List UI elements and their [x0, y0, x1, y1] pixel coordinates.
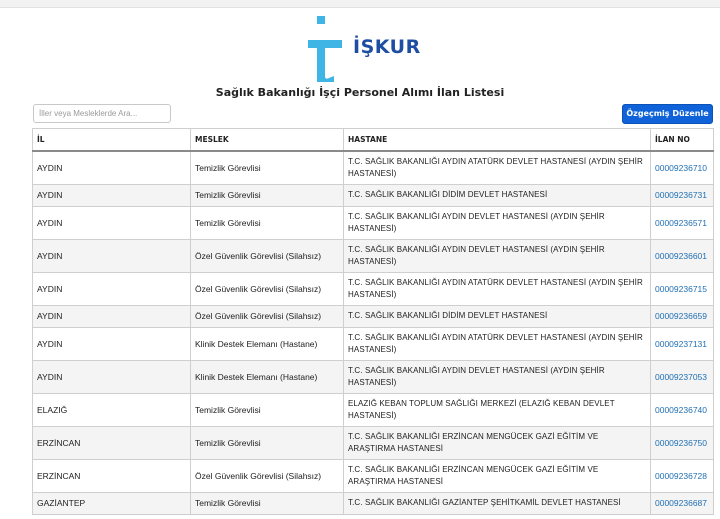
cell-meslek: Temizlik Görevlisi [191, 184, 344, 206]
ilan-no-link[interactable]: 00009236728 [655, 470, 708, 481]
cell-meslek: Temizlik Görevlisi [191, 151, 344, 184]
cell-il: ERZİNCAN [33, 459, 191, 492]
iskur-logo-icon [308, 16, 352, 82]
iskur-logo-text: İŞKUR [353, 36, 421, 58]
cell-hastane: T.C. SAĞLIK BAKANLIĞI DİDİM DEVLET HASTANESİ [344, 305, 651, 327]
cell-il: AYDIN [33, 327, 191, 360]
table-row [33, 426, 714, 459]
cell-ilan-no [651, 459, 714, 492]
cell-hastane: ELAZIĞ KEBAN TOPLUM SAĞLIĞI MERKEZİ (ELAZIĞ KEBAN DEVLET HASTANESİ) [344, 393, 651, 426]
search-input[interactable] [33, 104, 171, 123]
table-row [33, 492, 714, 514]
cell-hastane: T.C. SAĞLIK BAKANLIĞI AYDIN DEVLET HASTANESİ (AYDIN ŞEHİR HASTANESİ) [344, 206, 651, 239]
cell-hastane: T.C. SAĞLIK BAKANLIĞI ERZİNCAN MENGÜCEK GAZİ EĞİTİM VE ARAŞTIRMA HASTANESİ [344, 459, 651, 492]
column-header-ilan-no[interactable]: İLAN NO [651, 129, 714, 152]
ilan-no-link[interactable]: 00009236710 [655, 162, 708, 173]
column-header-il[interactable]: İL [33, 129, 191, 152]
cell-il: GAZİANTEP [33, 492, 191, 514]
cell-ilan-no [651, 305, 714, 327]
cell-il: ERZİNCAN [33, 426, 191, 459]
table-row [33, 206, 714, 239]
table-row [33, 327, 714, 360]
ilan-no-link[interactable]: 00009236740 [655, 404, 708, 415]
table-row [33, 239, 714, 272]
table-row [33, 184, 714, 206]
table-row [33, 151, 714, 184]
cell-il: AYDIN [33, 360, 191, 393]
cell-il: AYDIN [33, 151, 191, 184]
cell-hastane: T.C. SAĞLIK BAKANLIĞI GAZİANTEP ŞEHİTKAMİL DEVLET HASTANESİ [344, 492, 651, 514]
cell-hastane: T.C. SAĞLIK BAKANLIĞI ERZİNCAN MENGÜCEK GAZİ EĞİTİM VE ARAŞTIRMA HASTANESİ [344, 426, 651, 459]
cell-meslek: Temizlik Görevlisi [191, 426, 344, 459]
cell-meslek: Temizlik Görevlisi [191, 492, 344, 514]
cell-ilan-no [651, 327, 714, 360]
table-row [33, 272, 714, 305]
cell-ilan-no [651, 239, 714, 272]
edit-cv-button[interactable]: Özgeçmiş Düzenle [622, 104, 713, 124]
cell-meslek: Özel Güvenlik Görevlisi (Silahsız) [191, 305, 344, 327]
column-header-meslek[interactable]: MESLEK [191, 129, 344, 152]
cell-hastane: T.C. SAĞLIK BAKANLIĞI AYDIN DEVLET HASTANESİ (AYDIN ŞEHİR HASTANESİ) [344, 360, 651, 393]
page-title: Sağlık Bakanlığı İşçi Personel Alımı İlan Listesi [215, 86, 505, 99]
cell-meslek: Temizlik Görevlisi [191, 206, 344, 239]
ilan-no-link[interactable]: 00009236601 [655, 250, 708, 261]
ilan-no-link[interactable]: 00009236750 [655, 437, 708, 448]
cell-meslek: Özel Güvenlik Görevlisi (Silahsız) [191, 239, 344, 272]
cell-ilan-no [651, 184, 714, 206]
column-header-hastane[interactable]: HASTANE [344, 129, 651, 152]
ilan-no-link[interactable]: 00009236715 [655, 283, 708, 294]
cell-hastane: T.C. SAĞLIK BAKANLIĞI DİDİM DEVLET HASTANESİ [344, 184, 651, 206]
ilan-no-link[interactable]: 00009236731 [655, 190, 708, 200]
table-row [33, 393, 714, 426]
table-body [33, 151, 714, 514]
cell-hastane: T.C. SAĞLIK BAKANLIĞI AYDIN DEVLET HASTANESİ (AYDIN ŞEHİR HASTANESİ) [344, 239, 651, 272]
table-row [33, 360, 714, 393]
cell-hastane: T.C. SAĞLIK BAKANLIĞI AYDIN ATATÜRK DEVLET HASTANESİ (AYDIN ŞEHİR HASTANESİ) [344, 327, 651, 360]
cell-meslek: Temizlik Görevlisi [191, 393, 344, 426]
ilan-no-link[interactable]: 00009236687 [655, 498, 708, 508]
cell-hastane: T.C. SAĞLIK BAKANLIĞI AYDIN ATATÜRK DEVLET HASTANESİ (AYDIN ŞEHİR HASTANESİ) [344, 272, 651, 305]
iskur-logo [308, 16, 352, 82]
cell-hastane: T.C. SAĞLIK BAKANLIĞI AYDIN ATATÜRK DEVLET HASTANESİ (AYDIN ŞEHİR HASTANESİ) [344, 151, 651, 184]
job-listing-table [32, 128, 714, 515]
table-header-row [33, 129, 714, 152]
ilan-no-link[interactable]: 00009236571 [655, 217, 708, 228]
cell-il: AYDIN [33, 206, 191, 239]
ilan-no-link[interactable]: 00009237053 [655, 371, 708, 382]
cell-il: AYDIN [33, 184, 191, 206]
ilan-no-link[interactable]: 00009237131 [655, 338, 708, 349]
ilan-no-link[interactable]: 00009236659 [655, 311, 708, 321]
table-row [33, 305, 714, 327]
table-row [33, 459, 714, 492]
cell-il: AYDIN [33, 272, 191, 305]
cell-ilan-no [651, 426, 714, 459]
cell-meslek: Klinik Destek Elemanı (Hastane) [191, 360, 344, 393]
cell-meslek: Özel Güvenlik Görevlisi (Silahsız) [191, 459, 344, 492]
cell-ilan-no [651, 393, 714, 426]
cell-il: AYDIN [33, 239, 191, 272]
top-bar [0, 0, 720, 8]
cell-ilan-no [651, 151, 714, 184]
cell-ilan-no [651, 360, 714, 393]
cell-meslek: Klinik Destek Elemanı (Hastane) [191, 327, 344, 360]
cell-ilan-no [651, 272, 714, 305]
cell-meslek: Özel Güvenlik Görevlisi (Silahsız) [191, 272, 344, 305]
cell-il: ELAZIĞ [33, 393, 191, 426]
cell-ilan-no [651, 206, 714, 239]
cell-il: AYDIN [33, 305, 191, 327]
cell-ilan-no [651, 492, 714, 514]
